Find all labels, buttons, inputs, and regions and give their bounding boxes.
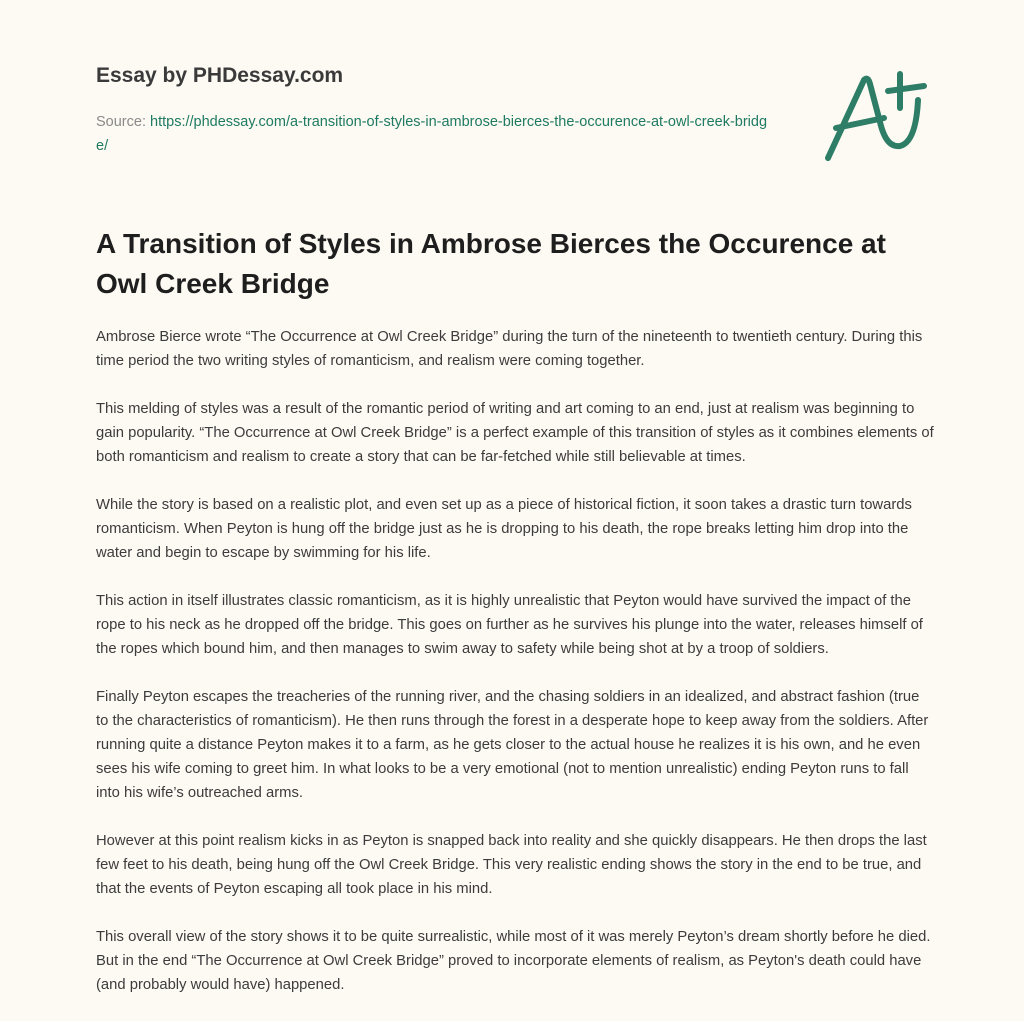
paragraph: While the story is based on a realistic plot, and even set up as a piece of historical fiction, it soon takes a drastic turn towards romanticism. When Peyton is hung off the bridge just as he is dropping to his death, the rope breaks letting him drop into the water and begin to escape by swimming for his life. [96,497,912,561]
paragraph: Ambrose Bierce wrote “The Occurrence at Owl Creek Bridge” during the turn of the nineteenth to twentieth century. During this time period the two writing styles of romanticism, and realism were coming together. [96,329,923,369]
source-label: Source: [96,114,146,130]
paragraph: This overall view of the story shows it to be quite surrealistic, while most of it was merely Peyton’s dream shortly before he died. But in the end “The Occurrence at Owl Creek Bridge” proved to incorporate elements of realism, as Peyton's death could have (and probably would have) happened. [96,929,931,993]
source-link[interactable]: https://phdessay.com/a-transition-of-styles-in-ambrose-bierces-the-occurence-at-owl-creek-bridge/ [96,114,768,154]
a-plus-logo-icon [820,60,940,170]
article-title: A Transition of Styles in Ambrose Bierces the Occurence at Owl Creek Bridge [96,228,886,299]
paragraph: However at this point realism kicks in as Peyton is snapped back into reality and she quickly disappears. He then drops the last few feet to his death, being hung off the Owl Creek Bridge. This very realistic ending shows the story in the end to be true, and that the events of Peyton escaping all took place in his mind. [96,833,927,897]
paragraph: This action in itself illustrates classic romanticism, as it is highly unrealistic that Peyton would have survived the impact of the rope to his neck as he dropped off the bridge. This goes on further as he survives his plunge into the water, releases himself of the ropes which bound him, and then manages to swim away to safety while being shot at by a troop of soldiers. [96,593,923,657]
site-title: Essay by PHDessay.com [96,64,344,87]
source-line [96,110,776,158]
paragraph: This melding of styles was a result of the romantic period of writing and art coming to an end, just at realism was beginning to gain popularity. “The Occurrence at Owl Creek Bridge” is a perfect example of this transition of styles as it combines elements of both romanticism and realism to create a story that can be far-fetched while still believable at times. [96,401,934,465]
article-body [96,325,934,1021]
paragraph: Finally Peyton escapes the treacheries of the running river, and the chasing soldiers in an idealized, and abstract fashion (true to the characteristics of romanticism). He then runs through the forest in a desperate hope to keep away from the soldiers. After running quite a distance Peyton makes it to a farm, as he gets closer to the actual house he realizes it is his own, and he even sees his wife coming to greet him. In what looks to be a very emotional (not to mention unrealistic) ending Peyton runs to fall into his wife’s outreached arms. [96,689,929,801]
